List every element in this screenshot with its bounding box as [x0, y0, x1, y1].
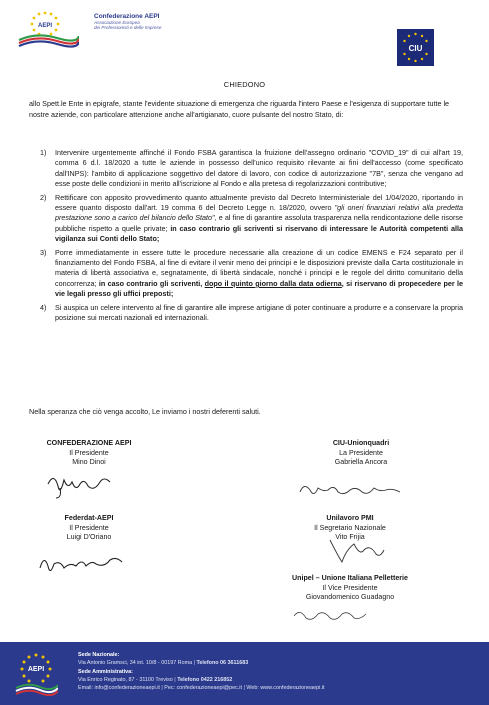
- sede-nazionale-label: Sede Nazionale:: [78, 652, 120, 658]
- sede-nazionale-address: Via Antonio Gramsci, 34 int. 10/8 - 00197 Roma: [78, 660, 193, 667]
- request-warning: , si riservano di propecedere per le vie legali presso gli uffici preposti;: [55, 278, 464, 299]
- signatory-role: La Presidente: [339, 448, 383, 457]
- signatory-org: Unilavoro PMI: [326, 514, 374, 522]
- footer-email-link[interactable]: Email: info@confederazioneaepi.it: [78, 685, 160, 692]
- signatory-name: Giovandomenico Guadagno: [305, 593, 395, 602]
- closing-line: Nella speranza che ciò venga accolto, Le inviamo i nostri deferenti saluti.: [29, 407, 261, 416]
- signatory-role: Il Presidente: [69, 448, 109, 457]
- sede-amministrativa-address: Via Enrico Reginato, 87 - 31100 Treviso: [78, 676, 173, 683]
- request-number: 1): [40, 148, 47, 157]
- signature-block-federdat: [14, 514, 164, 543]
- requests-list: [29, 148, 463, 327]
- request-text: Si auspica un celere intervento al fine di garantire alle imprese artigiane di poter continuare a produrre e a conservare la propria posizione sui mercati nazionali ed internazionali.: [55, 302, 463, 323]
- signatory-role: Il Presidente: [69, 523, 109, 532]
- request-text: Porre immediatamente in essere tutte le procedure necessarie alla creazione di un codice EMENS e F24 separato per il finanziamento del Fondo FSBA, al fine di evitare il venir meno dei principi e le disposizioni previste dalla Carta costituzionale in materia di libertà associativa e, segnatamente, di libertà sindacale, nonché i principi e le regole del diritto comunitario della concorrenza;: [55, 247, 463, 288]
- document-title: CHIEDONO: [223, 80, 266, 89]
- request-item-1: [29, 148, 463, 190]
- svg-text:AEPI: AEPI: [37, 23, 53, 29]
- request-warning: in caso contrario gli scriventi,: [98, 278, 205, 288]
- request-text: Rettificare con apposito provvedimento quanto attualmente previsto dal Decreto Interministeriale del 1/04/2020, riportando in essere quanto disposto dall'art. 19 comma 6 del Decreto Legge n. 18/2020, ovvero: [55, 192, 463, 213]
- aepi-footer-logo: [14, 650, 58, 696]
- signatory-org: CONFEDERAZIONE AEPI: [46, 439, 132, 447]
- request-quote: "gli oneri finanziari relativi alla predetta prestazione sono a carico del bilancio dello Stato": [55, 203, 464, 223]
- request-number: 2): [40, 192, 47, 202]
- aepi-logo: [17, 10, 79, 48]
- brand-subtitle-1: Associazione Europea: [94, 20, 140, 25]
- signature-scribble: [296, 478, 406, 502]
- brand-block: [94, 13, 161, 31]
- signatory-name: Vito Frijia: [335, 533, 365, 542]
- brand-subtitle-2: dei Professionisti e delle Imprese: [94, 25, 162, 31]
- signatory-role: Il Segretario Nazionale: [314, 523, 386, 532]
- footer-bar: [0, 642, 489, 705]
- sede-nazionale-phone: Telefono 06 3611683: [196, 660, 249, 667]
- footer-pec-link[interactable]: Pec: confederazioneaepi@pec.it: [164, 685, 242, 692]
- footer-online-line: Email: info@confederazioneaepi.it | Pec: confederazioneaepi@pec.it | Web: www.confederazioneaepi.it: [78, 685, 325, 692]
- svg-text:AEPI: AEPI: [27, 666, 45, 673]
- ciu-logo: [397, 29, 434, 66]
- signature-scribble: [44, 470, 116, 500]
- signature-block-aepi: [14, 439, 164, 468]
- request-text: Intervenire urgentemente affinché il Fondo FSBA garantisca la fruizione dell'assegno ordinario "COVID_19" di cui all'art 19, comma 6 d.l. 18/2020 a tutte le aziende in possesso dell'unico requisito rilevante ai fini dell'accesso (come specificato dall'INPS): l'ambito di applicazione soggettivo del datore di lavoro, con codice di autorizzazione "7B", senza che vengano ad esse poste delle condizioni in merito all'iscrizione al Fondo e alla pretesa di regolarizzazioni contributive;: [55, 148, 463, 189]
- sede-amministrativa-phone: Telefono 0422 216852: [177, 676, 233, 683]
- request-warning: in caso contrario gli scriventi si riservano di interessare le Autorità competenti alla vigilanza sui Conti dello Stato;: [55, 223, 463, 244]
- signatory-name: Mino Dinoi: [72, 458, 106, 467]
- footer-contacts: [78, 651, 325, 692]
- request-deadline: dopo il quinto giorno dalla data odierna: [204, 278, 342, 288]
- signatory-name: Gabriella Ancora: [334, 458, 388, 467]
- signatory-org: CIU-Unionquadri: [332, 439, 390, 447]
- signature-block-ciu: [286, 439, 436, 468]
- signatory-role: Il Vice Presidente: [322, 583, 378, 592]
- sede-nazionale-line: Via Antonio Gramsci, 34 int. 10/8 - 00197 Roma | Telefono 06 3611683: [78, 660, 249, 667]
- request-item-2: [29, 193, 463, 245]
- request-item-3: [29, 248, 463, 300]
- sede-amministrativa-label: Sede Amministrativa:: [78, 668, 133, 675]
- signature-scribble: [320, 536, 390, 566]
- signature-scribble: [36, 548, 126, 578]
- signatory-org: Unipel – Unione Italiana Pelletterie: [292, 574, 408, 582]
- signatory-name: Luigi D'Oriano: [66, 533, 112, 542]
- request-text: , e al fine di garantire assoluta trasparenza nella rendicontazione delle risorse pubbliche rispetto a quelle private;: [55, 213, 463, 233]
- ciu-logo-text: CIU: [408, 44, 423, 53]
- signatory-org: Federdat-AEPI: [64, 514, 114, 522]
- sede-amministrativa-line: Via Enrico Reginato, 87 - 31100 Treviso | Telefono 0422 216852: [78, 676, 233, 683]
- intro-paragraph: allo Spett.le Ente in epigrafe, stante l'evidente situazione di emergenza che riguarda l'intero Paese e l'esigenza di supportare tutte le nostre aziende, con particolare attenzione anche all'artigianato, cuore pulsante del nostro Stato, di:: [29, 99, 450, 119]
- signature-block-unipel: [250, 574, 450, 603]
- request-item-4: [29, 303, 463, 324]
- request-number: 3): [40, 247, 47, 257]
- request-number: 4): [40, 302, 47, 312]
- footer-web-link[interactable]: Web: www.confederazioneaepi.it: [246, 685, 325, 692]
- signature-scribble: [290, 604, 370, 626]
- brand-name: Confederazione AEPI: [94, 13, 160, 20]
